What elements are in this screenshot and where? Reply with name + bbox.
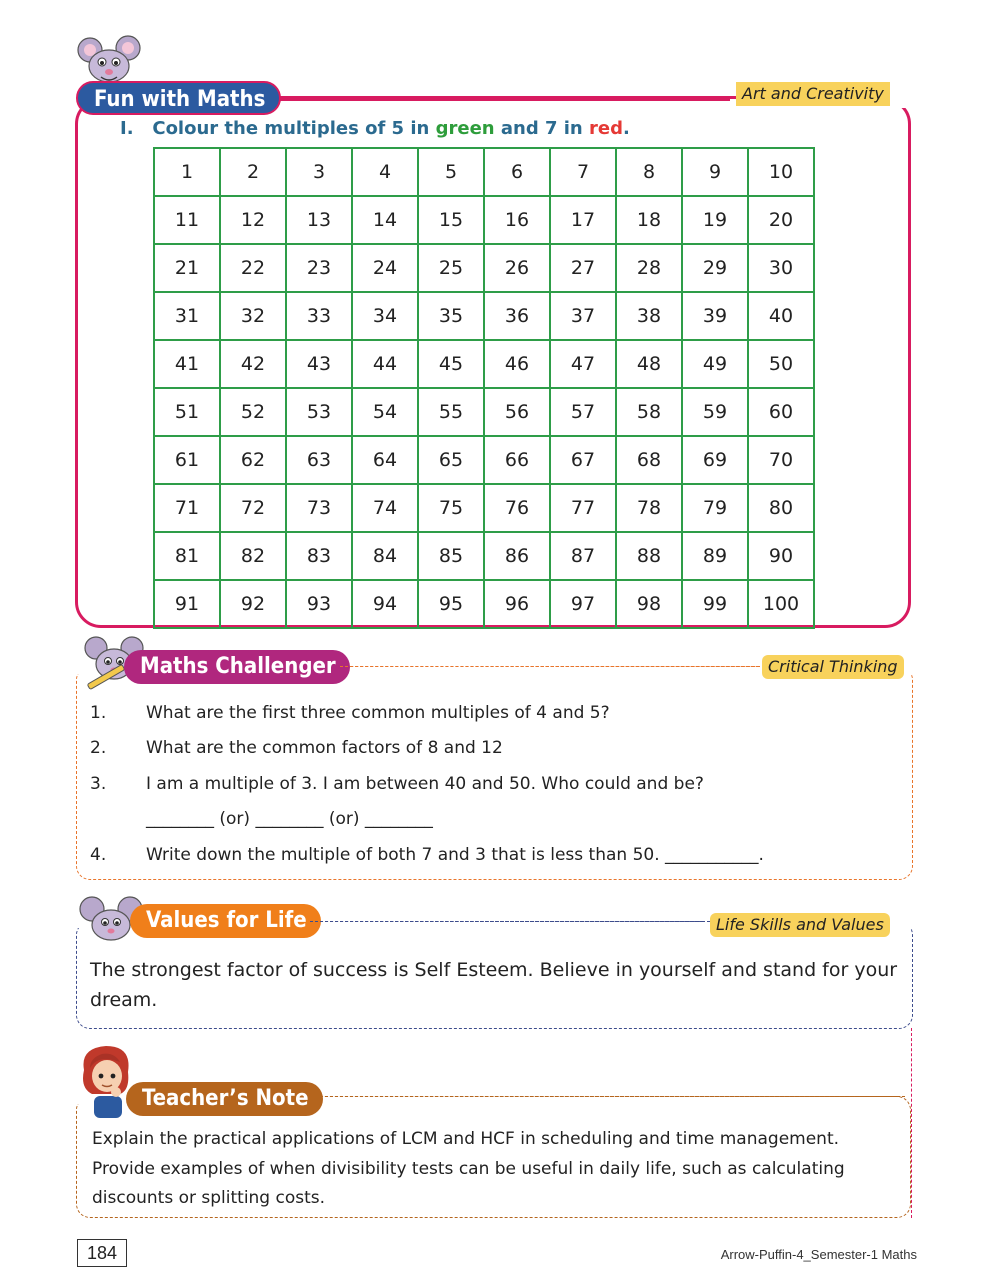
book-title-footer: Arrow-Puffin-4_Semester-1 Maths bbox=[720, 1247, 917, 1262]
grid-cell[interactable]: 36 bbox=[484, 292, 550, 340]
grid-cell[interactable]: 29 bbox=[682, 244, 748, 292]
grid-row bbox=[154, 532, 814, 580]
grid-cell[interactable]: 50 bbox=[748, 340, 814, 388]
grid-cell[interactable]: 80 bbox=[748, 484, 814, 532]
grid-cell[interactable]: 38 bbox=[616, 292, 682, 340]
grid-cell[interactable]: 39 bbox=[682, 292, 748, 340]
grid-cell[interactable]: 45 bbox=[418, 340, 484, 388]
grid-cell[interactable]: 22 bbox=[220, 244, 286, 292]
grid-cell[interactable]: 43 bbox=[286, 340, 352, 388]
grid-cell[interactable]: 4 bbox=[352, 148, 418, 196]
grid-cell[interactable]: 66 bbox=[484, 436, 550, 484]
grid-cell[interactable]: 73 bbox=[286, 484, 352, 532]
grid-cell[interactable]: 31 bbox=[154, 292, 220, 340]
grid-cell[interactable]: 96 bbox=[484, 580, 550, 628]
grid-row bbox=[154, 244, 814, 292]
grid-cell[interactable]: 17 bbox=[550, 196, 616, 244]
grid-cell[interactable]: 69 bbox=[682, 436, 748, 484]
grid-cell[interactable]: 89 bbox=[682, 532, 748, 580]
grid-cell[interactable]: 90 bbox=[748, 532, 814, 580]
grid-cell[interactable]: 44 bbox=[352, 340, 418, 388]
grid-cell[interactable]: 79 bbox=[682, 484, 748, 532]
teachers-note-heading: Teacher’s Note bbox=[126, 1082, 323, 1116]
grid-cell[interactable]: 46 bbox=[484, 340, 550, 388]
grid-cell[interactable]: 26 bbox=[484, 244, 550, 292]
question-text: What are the common factors of 8 and 12 bbox=[146, 738, 503, 758]
grid-cell[interactable]: 88 bbox=[616, 532, 682, 580]
grid-cell[interactable]: 40 bbox=[748, 292, 814, 340]
grid-cell[interactable]: 74 bbox=[352, 484, 418, 532]
critical-thinking-tag: Critical Thinking bbox=[762, 655, 904, 679]
grid-cell[interactable]: 56 bbox=[484, 388, 550, 436]
question-text-mid: and 7 in bbox=[494, 118, 590, 139]
grid-cell[interactable]: 37 bbox=[550, 292, 616, 340]
grid-cell[interactable]: 100 bbox=[748, 580, 814, 628]
question-text: I am a multiple of 3. I am between 40 and 50. Who could and be? bbox=[146, 774, 704, 794]
question-text: ________ (or) ________ (or) ________ bbox=[146, 809, 433, 829]
grid-cell[interactable]: 24 bbox=[352, 244, 418, 292]
grid-row bbox=[154, 340, 814, 388]
grid-row bbox=[154, 196, 814, 244]
grid-cell[interactable]: 47 bbox=[550, 340, 616, 388]
question-number: I. bbox=[120, 118, 134, 139]
grid-cell[interactable]: 33 bbox=[286, 292, 352, 340]
art-and-creativity-tag: Art and Creativity bbox=[736, 82, 890, 106]
grid-row bbox=[154, 484, 814, 532]
grid-cell[interactable]: 99 bbox=[682, 580, 748, 628]
grid-cell[interactable]: 2 bbox=[220, 148, 286, 196]
grid-cell[interactable]: 12 bbox=[220, 196, 286, 244]
grid-cell[interactable]: 13 bbox=[286, 196, 352, 244]
side-connector bbox=[911, 1028, 912, 1218]
grid-cell[interactable]: 15 bbox=[418, 196, 484, 244]
values-heading-rule bbox=[310, 921, 710, 922]
question-number: 4. bbox=[90, 845, 107, 865]
grid-cell[interactable]: 58 bbox=[616, 388, 682, 436]
question-number: 3. bbox=[90, 774, 107, 794]
grid-row bbox=[154, 580, 814, 628]
grid-cell[interactable]: 68 bbox=[616, 436, 682, 484]
grid-cell[interactable]: 42 bbox=[220, 340, 286, 388]
grid-cell[interactable]: 11 bbox=[154, 196, 220, 244]
grid-cell[interactable]: 98 bbox=[616, 580, 682, 628]
question-text-start: Colour the multiples of 5 in bbox=[152, 118, 436, 139]
grid-cell[interactable]: 94 bbox=[352, 580, 418, 628]
page-number: 184 bbox=[77, 1239, 127, 1267]
grid-cell[interactable]: 53 bbox=[286, 388, 352, 436]
grid-cell[interactable]: 71 bbox=[154, 484, 220, 532]
grid-cell[interactable]: 72 bbox=[220, 484, 286, 532]
question-text: What are the first three common multiples of 4 and 5? bbox=[146, 703, 610, 723]
grid-cell[interactable]: 70 bbox=[748, 436, 814, 484]
grid-cell[interactable]: 55 bbox=[418, 388, 484, 436]
question-text-end: . bbox=[623, 118, 630, 139]
grid-cell[interactable]: 23 bbox=[286, 244, 352, 292]
colour-multiples-question bbox=[120, 118, 630, 139]
grid-cell[interactable]: 52 bbox=[220, 388, 286, 436]
grid-cell[interactable]: 60 bbox=[748, 388, 814, 436]
grid-cell[interactable]: 93 bbox=[286, 580, 352, 628]
grid-cell[interactable]: 5 bbox=[418, 148, 484, 196]
grid-cell[interactable]: 54 bbox=[352, 388, 418, 436]
question-number: 2. bbox=[90, 738, 107, 758]
values-for-life-text: The strongest factor of success is Self Esteem. Believe in yourself and stand for your dream. bbox=[90, 959, 898, 1011]
grid-cell[interactable]: 63 bbox=[286, 436, 352, 484]
grid-cell[interactable]: 14 bbox=[352, 196, 418, 244]
grid-cell[interactable]: 95 bbox=[418, 580, 484, 628]
grid-cell[interactable]: 75 bbox=[418, 484, 484, 532]
life-skills-tag: Life Skills and Values bbox=[710, 913, 890, 937]
grid-cell[interactable]: 57 bbox=[550, 388, 616, 436]
grid-cell[interactable]: 87 bbox=[550, 532, 616, 580]
grid-cell[interactable]: 35 bbox=[418, 292, 484, 340]
challenger-heading-rule bbox=[340, 666, 760, 667]
grid-cell[interactable]: 32 bbox=[220, 292, 286, 340]
question-text: Write down the multiple of both 7 and 3 that is less than 50. ___________. bbox=[146, 845, 764, 865]
grid-cell[interactable]: 28 bbox=[616, 244, 682, 292]
maths-challenger-heading: Maths Challenger bbox=[124, 650, 350, 684]
grid-cell[interactable]: 81 bbox=[154, 532, 220, 580]
grid-cell[interactable]: 91 bbox=[154, 580, 220, 628]
grid-cell[interactable]: 10 bbox=[748, 148, 814, 196]
grid-cell[interactable]: 6 bbox=[484, 148, 550, 196]
grid-cell[interactable]: 84 bbox=[352, 532, 418, 580]
grid-row bbox=[154, 436, 814, 484]
heading-rule bbox=[260, 96, 738, 99]
grid-cell[interactable]: 49 bbox=[682, 340, 748, 388]
grid-cell[interactable]: 62 bbox=[220, 436, 286, 484]
grid-cell[interactable]: 86 bbox=[484, 532, 550, 580]
green-word: green bbox=[435, 118, 495, 139]
note-heading-rule bbox=[315, 1096, 905, 1097]
grid-cell[interactable]: 64 bbox=[352, 436, 418, 484]
grid-cell[interactable]: 8 bbox=[616, 148, 682, 196]
grid-row bbox=[154, 148, 814, 196]
grid-cell[interactable]: 82 bbox=[220, 532, 286, 580]
grid-cell[interactable]: 67 bbox=[550, 436, 616, 484]
grid-cell[interactable]: 78 bbox=[616, 484, 682, 532]
grid-cell[interactable]: 92 bbox=[220, 580, 286, 628]
grid-cell[interactable]: 61 bbox=[154, 436, 220, 484]
teachers-note-line-1: Explain the practical applications of LCM and HCF in scheduling and time management. bbox=[92, 1129, 840, 1149]
grid-cell[interactable]: 7 bbox=[550, 148, 616, 196]
grid-cell[interactable]: 19 bbox=[682, 196, 748, 244]
values-for-life-heading: Values for Life bbox=[130, 904, 321, 938]
grid-cell[interactable]: 65 bbox=[418, 436, 484, 484]
fun-with-maths-heading: Fun with Maths bbox=[76, 81, 281, 115]
grid-cell[interactable]: 18 bbox=[616, 196, 682, 244]
grid-cell[interactable]: 1 bbox=[154, 148, 220, 196]
grid-cell[interactable]: 76 bbox=[484, 484, 550, 532]
grid-cell[interactable]: 27 bbox=[550, 244, 616, 292]
grid-cell[interactable]: 48 bbox=[616, 340, 682, 388]
hundred-number-grid bbox=[153, 147, 815, 629]
grid-cell[interactable]: 77 bbox=[550, 484, 616, 532]
grid-cell[interactable]: 21 bbox=[154, 244, 220, 292]
grid-row bbox=[154, 388, 814, 436]
grid-cell[interactable]: 85 bbox=[418, 532, 484, 580]
grid-cell[interactable]: 30 bbox=[748, 244, 814, 292]
question-number: 1. bbox=[90, 703, 107, 723]
grid-cell[interactable]: 59 bbox=[682, 388, 748, 436]
grid-cell[interactable]: 9 bbox=[682, 148, 748, 196]
grid-cell[interactable]: 20 bbox=[748, 196, 814, 244]
grid-cell[interactable]: 16 bbox=[484, 196, 550, 244]
grid-cell[interactable]: 51 bbox=[154, 388, 220, 436]
grid-cell[interactable]: 97 bbox=[550, 580, 616, 628]
grid-cell[interactable]: 34 bbox=[352, 292, 418, 340]
grid-cell[interactable]: 41 bbox=[154, 340, 220, 388]
teachers-note-line-2: Provide examples of when divisibility tests can be useful in daily life, such as calculating discounts or splitting costs. bbox=[92, 1159, 845, 1208]
grid-cell[interactable]: 25 bbox=[418, 244, 484, 292]
grid-cell[interactable]: 83 bbox=[286, 532, 352, 580]
red-word: red bbox=[589, 118, 623, 139]
grid-row bbox=[154, 292, 814, 340]
grid-cell[interactable]: 3 bbox=[286, 148, 352, 196]
